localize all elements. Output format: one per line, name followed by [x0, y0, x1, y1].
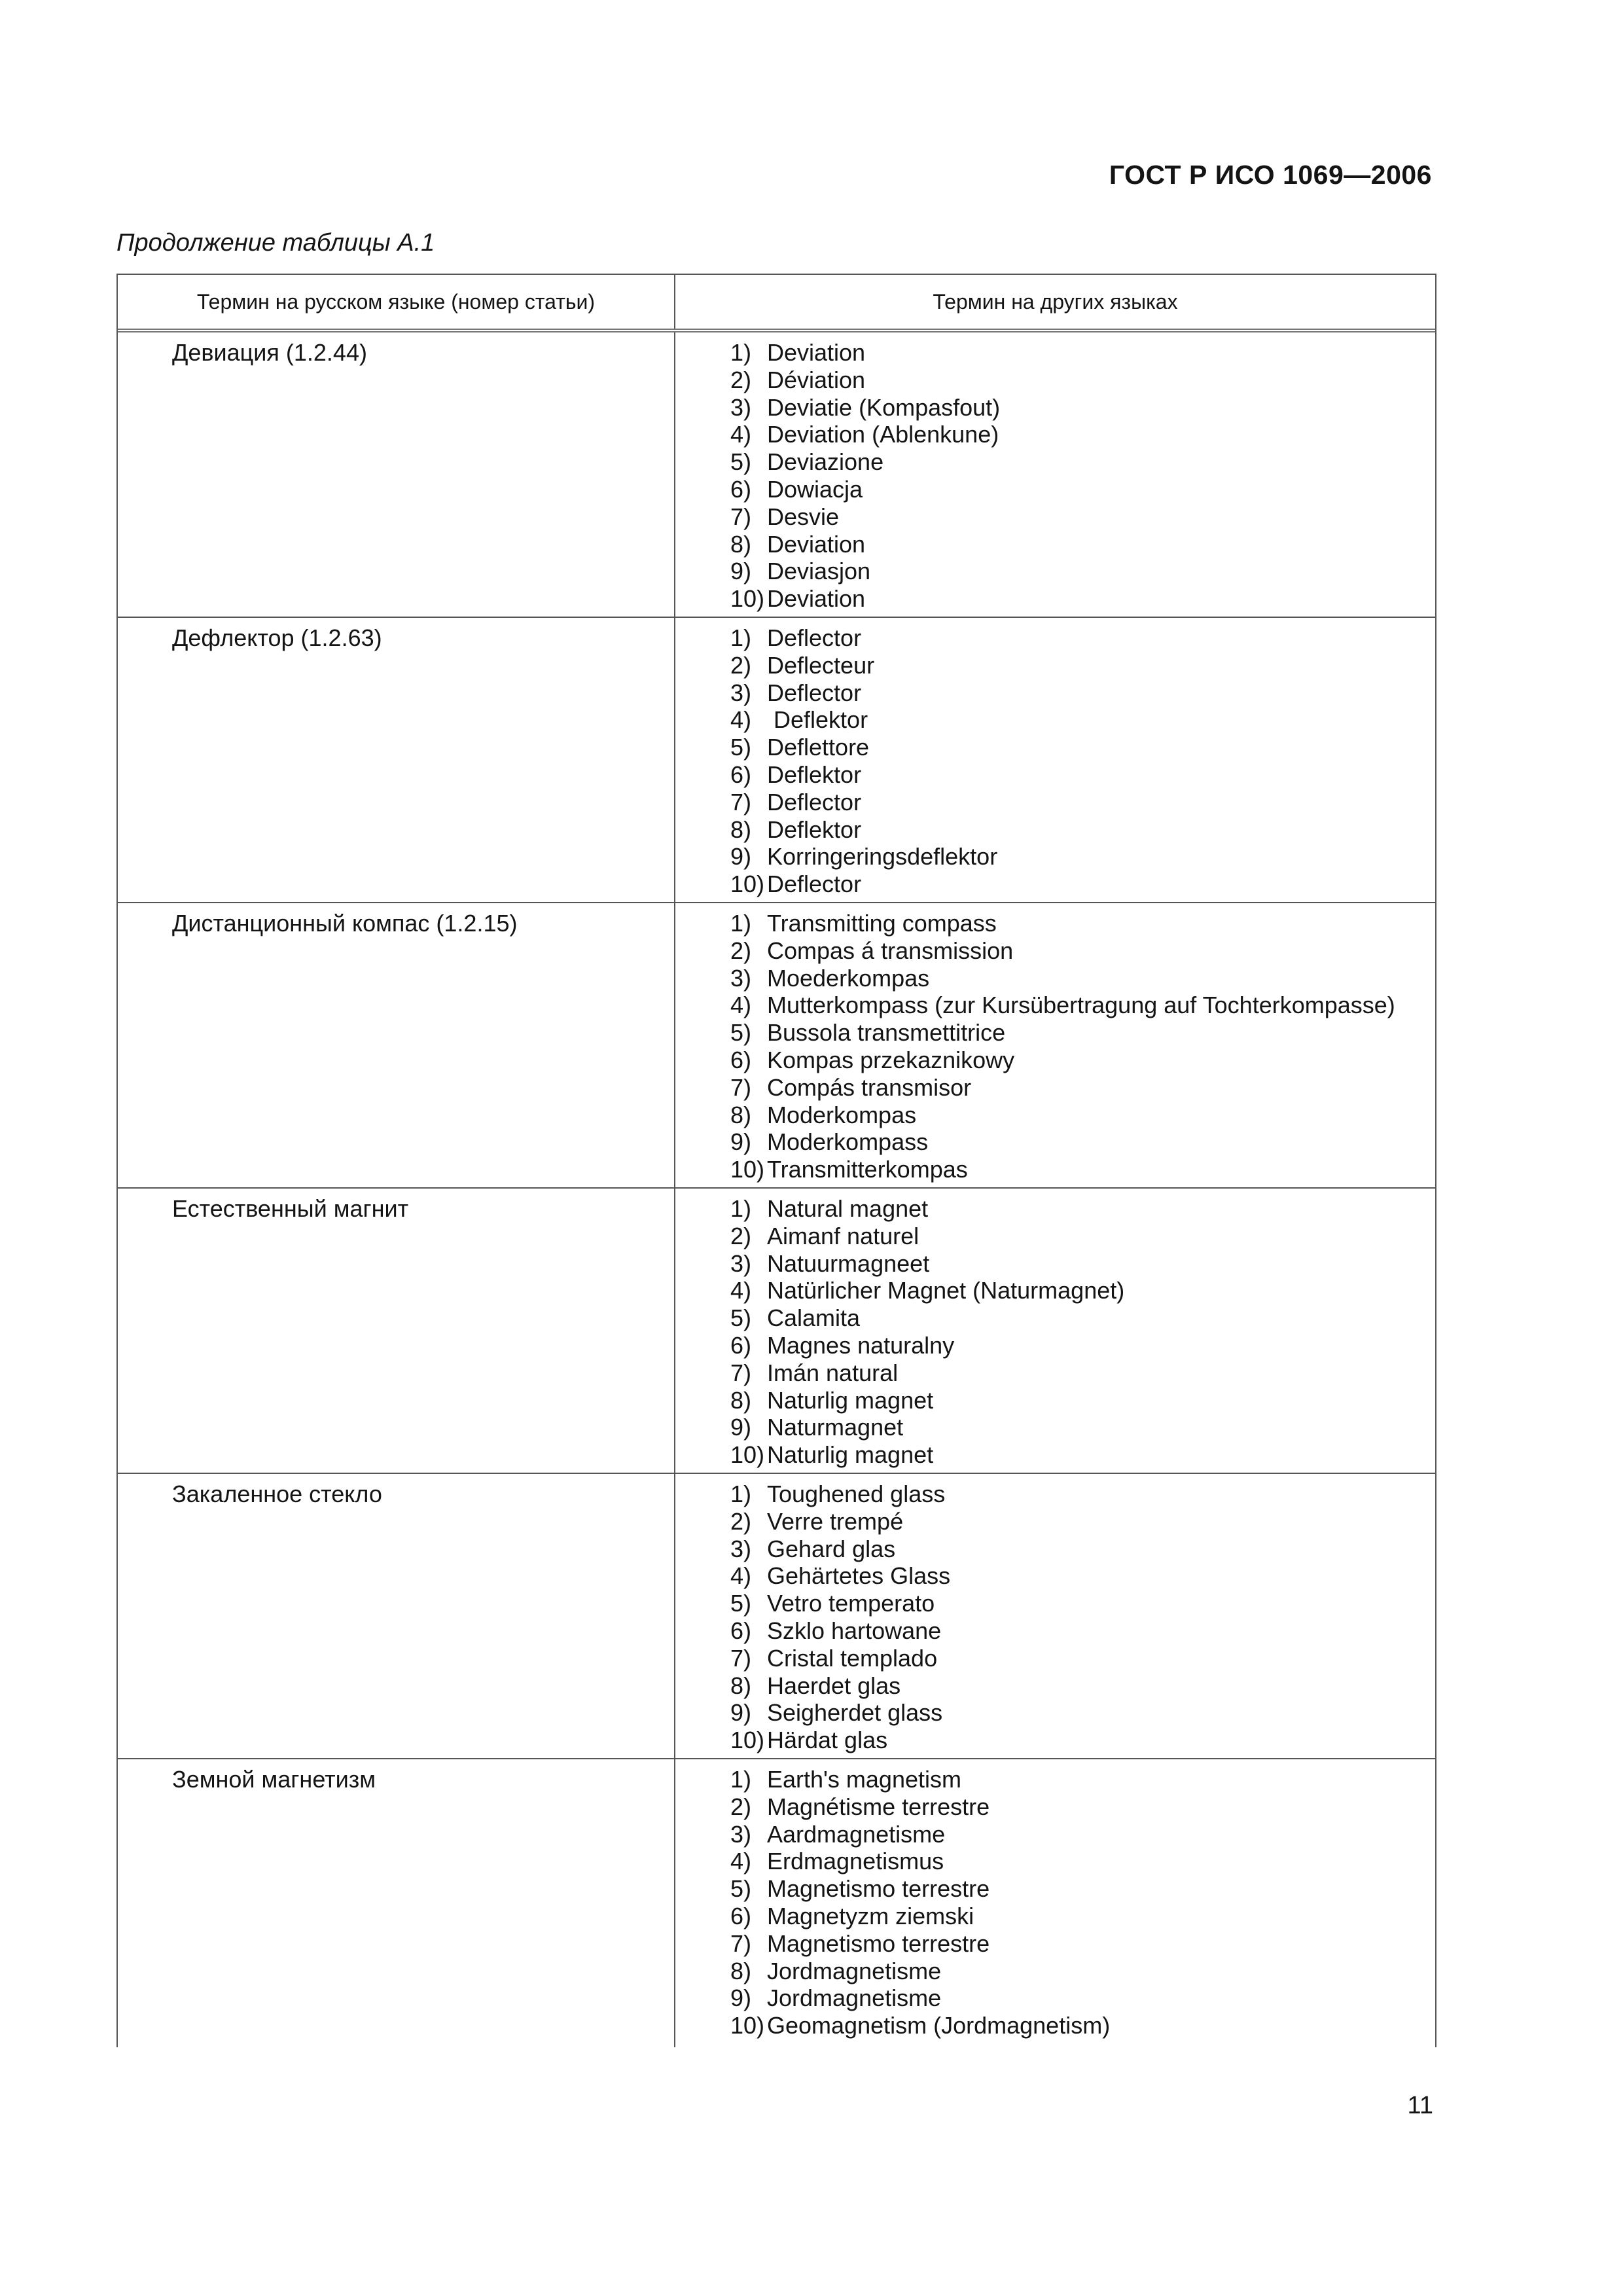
variant-number: 7): [730, 503, 752, 530]
language-variant: [730, 1590, 1435, 1617]
variant-text: Erdmagnetismus: [767, 1848, 944, 1875]
language-variant: [730, 1727, 1435, 1754]
language-variant: [730, 1332, 1435, 1359]
variant-text: Desvie: [767, 503, 840, 530]
variant-text: Deflector: [767, 624, 862, 651]
page-number: 11: [1407, 2092, 1433, 2119]
variant-text: Moederkompas: [767, 964, 930, 992]
variant-number: 3): [730, 1535, 752, 1562]
variant-number: 1): [730, 1480, 752, 1507]
russian-term-cell: [118, 1189, 675, 1473]
variant-number: 9): [730, 1699, 752, 1727]
variant-text: Compas á transmission: [767, 937, 1014, 964]
variant-number: 5): [730, 1590, 752, 1617]
variant-number: 5): [730, 734, 752, 761]
other-languages-cell: [675, 332, 1435, 617]
language-variant: [730, 1984, 1435, 2012]
language-variant: [730, 992, 1435, 1019]
language-variant: [730, 734, 1435, 761]
variant-number: 6): [730, 761, 752, 788]
language-variant: [730, 870, 1435, 898]
language-variant: [730, 1562, 1435, 1590]
variant-number: 4): [730, 1562, 752, 1590]
language-variant: [730, 1875, 1435, 1903]
language-variant: [730, 1903, 1435, 1930]
language-variant: [730, 1958, 1435, 1985]
variant-text: Compás transmisor: [767, 1073, 972, 1101]
variant-text: Natuurmagneet: [767, 1249, 930, 1277]
variant-text: Cristal templado: [767, 1644, 938, 1672]
variant-number: 8): [730, 1101, 752, 1128]
language-variant: [730, 679, 1435, 707]
variant-number: 6): [730, 1902, 752, 1929]
language-variant: [730, 367, 1435, 394]
table-row: [118, 332, 1435, 618]
variant-text: Aardmagnetisme: [767, 1820, 946, 1848]
russian-term-cell: [118, 618, 675, 902]
variant-text: Deviasjon: [767, 558, 871, 585]
column-header-other-languages: Термин на других языках: [933, 289, 1178, 314]
language-variant: [730, 965, 1435, 992]
variant-number: 8): [730, 1957, 752, 1984]
language-variant: [730, 1930, 1435, 1958]
variant-number: 10): [730, 870, 765, 898]
variant-number: 8): [730, 816, 752, 843]
variant-text: Deflecteur: [767, 651, 875, 679]
table-row: [118, 1759, 1435, 2047]
table-body: [118, 332, 1435, 2047]
language-variant: [730, 1793, 1435, 1821]
variant-number: 7): [730, 1359, 752, 1386]
variant-number: 8): [730, 530, 752, 558]
variant-text: Deflector: [767, 870, 862, 898]
language-variant-list: [730, 624, 1435, 898]
variant-number: 1): [730, 1195, 752, 1222]
variant-text: Magnétisme terrestre: [767, 1793, 990, 1820]
language-variant: [730, 1359, 1435, 1387]
variant-text: Jordmagnetisme: [767, 1957, 942, 1984]
variant-text: Mutterkompass (zur Kursübertragung auf Tochterkompasse): [767, 992, 1395, 1019]
language-variant: [730, 1535, 1435, 1563]
language-variant: [730, 1480, 1435, 1508]
variant-number: 2): [730, 1793, 752, 1820]
language-variant: [730, 1821, 1435, 1848]
variant-number: 4): [730, 1848, 752, 1875]
language-variant: [730, 843, 1435, 870]
variant-number: 2): [730, 366, 752, 393]
language-variant: [730, 1250, 1435, 1278]
variant-text: Szklo hartowane: [767, 1617, 942, 1644]
language-variant: [730, 1672, 1435, 1700]
variant-number: 10): [730, 1727, 765, 1754]
variant-text: Deviation: [767, 530, 866, 558]
variant-number: 4): [730, 421, 752, 448]
variant-number: 5): [730, 1019, 752, 1047]
language-variant: [730, 816, 1435, 844]
language-variant: [730, 1387, 1435, 1414]
variant-number: 8): [730, 1672, 752, 1699]
variant-number: 7): [730, 1073, 752, 1101]
language-variant: [730, 1414, 1435, 1441]
language-variant: [730, 448, 1435, 476]
language-variant: [730, 585, 1435, 613]
russian-term-cell: [118, 1474, 675, 1758]
russian-term-cell: [118, 1759, 675, 2047]
variant-number: 1): [730, 910, 752, 937]
variant-text: Moderkompas: [767, 1101, 917, 1128]
variant-number: 7): [730, 1644, 752, 1672]
language-variant: [730, 1102, 1435, 1129]
language-variant: [730, 1156, 1435, 1183]
variant-number: 9): [730, 1984, 752, 2012]
column-header-russian-term: Термин на русском языке (номер статьи): [118, 275, 675, 329]
language-variant: [730, 706, 1435, 734]
variant-number: 6): [730, 1617, 752, 1644]
variant-number: 9): [730, 843, 752, 870]
language-variant: [730, 1766, 1435, 1793]
variant-text: Magnetismo terrestre: [767, 1929, 990, 1957]
language-variant: [730, 1277, 1435, 1304]
variant-text: Transmitterkompas: [767, 1156, 968, 1183]
russian-term: Дефлектор (1.2.63): [172, 624, 382, 651]
variant-text: Deflektor: [767, 816, 862, 843]
variant-text: Härdat glas: [767, 1727, 888, 1754]
variant-text: Imán natural: [767, 1359, 899, 1386]
language-variant: [730, 789, 1435, 816]
other-languages-cell: [675, 903, 1435, 1187]
variant-text: Deviation: [767, 339, 866, 366]
table-header-row: [118, 275, 1435, 332]
language-variant: [730, 1848, 1435, 1875]
variant-text: Gehärtetes Glass: [767, 1562, 951, 1590]
other-languages-cell: [675, 1474, 1435, 1758]
language-variant: [730, 1645, 1435, 1672]
variant-number: 3): [730, 1249, 752, 1277]
variant-text: Jordmagnetisme: [767, 1984, 942, 2012]
russian-term: Девиация (1.2.44): [172, 339, 367, 366]
language-variant: [730, 624, 1435, 652]
variant-number: 7): [730, 788, 752, 816]
variant-text: Deviation: [767, 585, 866, 613]
variant-text: Deviatie (Kompasfout): [767, 393, 1001, 421]
russian-term: Закаленное стекло: [172, 1480, 382, 1507]
table-continuation-caption: Продолжение таблицы А.1: [116, 229, 435, 257]
document-code: ГОСТ Р ИСО 1069—2006: [1109, 160, 1432, 190]
language-variant: [730, 421, 1435, 448]
language-variant: [730, 761, 1435, 789]
variant-number: 3): [730, 679, 752, 706]
language-variant: [730, 339, 1435, 367]
variant-text: Natürlicher Magnet (Naturmagnet): [767, 1277, 1125, 1304]
other-languages-cell: [675, 618, 1435, 902]
variant-number: 6): [730, 1331, 752, 1359]
table-row: [118, 1474, 1435, 1759]
variant-text: Magnetyzm ziemski: [767, 1902, 974, 1929]
terms-table: [116, 274, 1436, 2047]
variant-number: 8): [730, 1386, 752, 1414]
variant-number: 4): [730, 1277, 752, 1304]
variant-number: 1): [730, 1766, 752, 1793]
language-variant: [730, 1699, 1435, 1727]
variant-number: 9): [730, 558, 752, 585]
variant-text: Aimanf naturel: [767, 1222, 919, 1249]
variant-number: 9): [730, 1128, 752, 1156]
variant-text: Haerdet glas: [767, 1672, 901, 1699]
variant-number: 2): [730, 651, 752, 679]
language-variant: [730, 1195, 1435, 1223]
variant-number: 3): [730, 1820, 752, 1848]
variant-number: 10): [730, 585, 765, 613]
language-variant: [730, 558, 1435, 585]
variant-number: 5): [730, 1875, 752, 1903]
variant-text: Calamita: [767, 1304, 861, 1332]
russian-term: Земной магнетизм: [172, 1766, 376, 1793]
russian-term: Дистанционный компас (1.2.15): [172, 910, 518, 937]
variant-number: 4): [730, 706, 752, 734]
variant-number: 2): [730, 1222, 752, 1249]
variant-text: Transmitting compass: [767, 910, 997, 937]
variant-number: 9): [730, 1414, 752, 1441]
variant-text: Naturmagnet: [767, 1414, 904, 1441]
other-languages-cell: [675, 1189, 1435, 1473]
variant-number: 2): [730, 937, 752, 964]
table-row: [118, 618, 1435, 903]
variant-number: 2): [730, 1507, 752, 1535]
variant-number: 3): [730, 964, 752, 992]
variant-number: 7): [730, 1929, 752, 1957]
russian-term-cell: [118, 903, 675, 1187]
variant-text: Earth's magnetism: [767, 1766, 961, 1793]
variant-number: 6): [730, 1046, 752, 1073]
language-variant: [730, 1019, 1435, 1047]
variant-text: Magnetismo terrestre: [767, 1875, 990, 1903]
variant-number: 10): [730, 1441, 765, 1469]
language-variant: [730, 503, 1435, 531]
table-row: [118, 1189, 1435, 1474]
variant-number: 10): [730, 2012, 765, 2039]
variant-text: Verre trempé: [767, 1507, 904, 1535]
variant-text: Geomagnetism (Jordmagnetism): [767, 2012, 1111, 2039]
variant-number: 5): [730, 448, 752, 476]
variant-number: 1): [730, 339, 752, 366]
language-variant-list: [730, 1766, 1435, 2039]
language-variant: [730, 1508, 1435, 1535]
language-variant: [730, 2012, 1435, 2039]
language-variant: [730, 910, 1435, 937]
variant-text: Naturlig magnet: [767, 1441, 934, 1469]
variant-text: Toughened glass: [767, 1480, 946, 1507]
variant-number: 4): [730, 992, 752, 1019]
russian-term: Естественный магнит: [172, 1195, 409, 1222]
variant-text: Deflettore: [767, 734, 870, 761]
language-variant: [730, 1074, 1435, 1102]
variant-number: 10): [730, 1156, 765, 1183]
language-variant: [730, 476, 1435, 503]
variant-text: Deviation (Ablenkune): [767, 421, 999, 448]
variant-text: Deviazione: [767, 448, 884, 476]
variant-number: 3): [730, 393, 752, 421]
variant-number: 6): [730, 475, 752, 503]
variant-text: Korringeringsdeflektor: [767, 843, 998, 870]
language-variant: [730, 531, 1435, 558]
variant-text: Deflector: [767, 788, 862, 816]
variant-text: Bussola transmettitrice: [767, 1019, 1006, 1047]
language-variant: [730, 1617, 1435, 1645]
russian-term-cell: [118, 332, 675, 617]
variant-text: Magnes naturalny: [767, 1331, 955, 1359]
language-variant: [730, 1223, 1435, 1250]
language-variant-list: [730, 339, 1435, 613]
variant-text: Gehard glas: [767, 1535, 896, 1562]
language-variant: [730, 937, 1435, 965]
variant-number: 5): [730, 1304, 752, 1332]
variant-number: 1): [730, 624, 752, 651]
language-variant: [730, 1304, 1435, 1332]
variant-text: Vetro temperato: [767, 1590, 935, 1617]
language-variant: [730, 1441, 1435, 1469]
language-variant: [730, 1047, 1435, 1074]
language-variant: [730, 394, 1435, 422]
language-variant: [730, 652, 1435, 679]
table-row: [118, 903, 1435, 1189]
variant-text: Natural magnet: [767, 1195, 929, 1222]
variant-text: Deflektor: [767, 761, 862, 788]
language-variant-list: [730, 1480, 1435, 1754]
variant-text: Dowiacja: [767, 475, 863, 503]
other-languages-cell: [675, 1759, 1435, 2047]
variant-text: Déviation: [767, 366, 866, 393]
language-variant: [730, 1128, 1435, 1156]
variant-text: Deflektor: [767, 706, 868, 734]
language-variant-list: [730, 1195, 1435, 1469]
variant-text: Deflector: [767, 679, 862, 706]
variant-text: Seigherdet glass: [767, 1699, 943, 1727]
language-variant-list: [730, 910, 1435, 1183]
variant-text: Kompas przekaznikowy: [767, 1046, 1015, 1073]
variant-text: Naturlig magnet: [767, 1386, 934, 1414]
variant-text: Moderkompass: [767, 1128, 929, 1156]
